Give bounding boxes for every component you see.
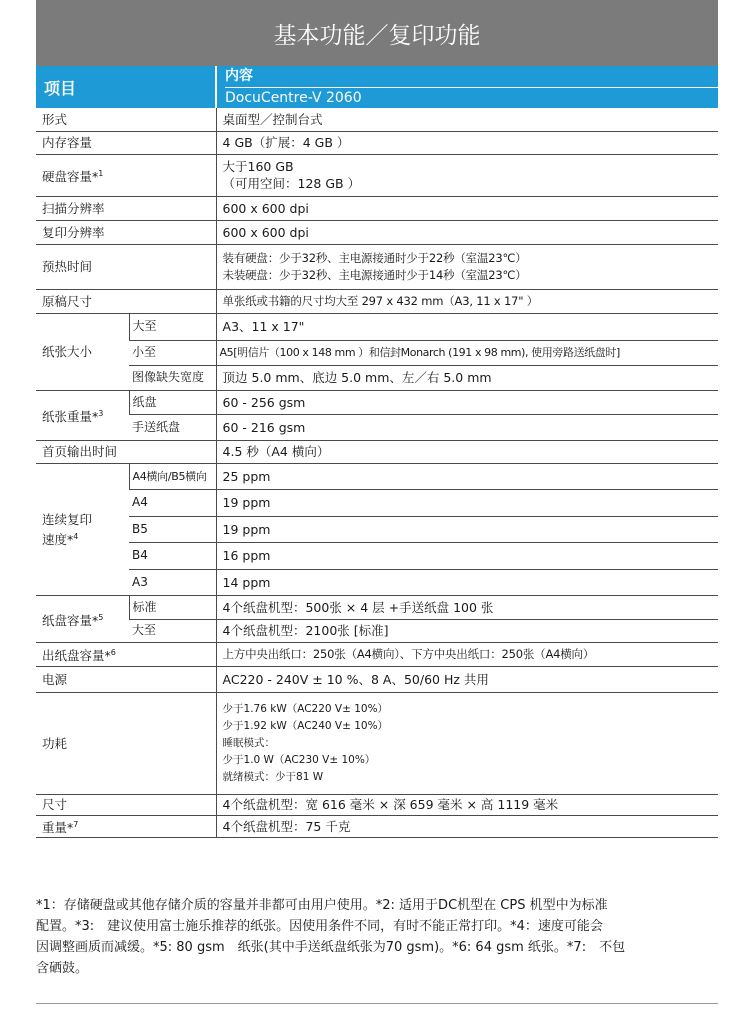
table-row: [36, 365, 718, 390]
row-label: 原稿尺寸: [36, 289, 216, 313]
page-banner: [36, 0, 718, 66]
header-model-name: DocuCentre-V 2060: [225, 87, 718, 108]
header-content-label: 内容: [225, 68, 253, 84]
table-row: [36, 440, 718, 463]
row-label: [36, 595, 129, 642]
bottom-divider: [36, 1003, 718, 1004]
row-value: [216, 244, 718, 289]
row-value: 25 ppm: [216, 463, 718, 489]
row-value: 4个纸盘机型：2100张 [标准]: [216, 619, 718, 642]
footnote-line: *1：存储硬盘或其他存储介质的容量并非都可由用户使用。*2: 适用于DC机型在 CPS 机型中为标准: [36, 898, 608, 913]
footnote-mark: 3: [98, 409, 104, 418]
row-label: 尺寸: [36, 794, 216, 815]
row-label-text: 纸盘容量*: [42, 612, 99, 628]
row-value: 19 ppm: [216, 516, 718, 542]
row-value: 16 ppm: [216, 542, 718, 569]
table-row: [36, 542, 718, 569]
row-sublabel: 标准: [129, 595, 216, 619]
row-value: AC220 - 240V ± 10 %、8 A、50/60 Hz 共用: [216, 666, 718, 692]
row-value: 4个纸盘机型：500张 × 4 层 +手送纸盘 100 张: [216, 595, 718, 619]
row-label: 预热时间: [36, 244, 216, 289]
row-value: A3、11 x 17": [216, 313, 718, 340]
row-label: 内存容量: [36, 131, 216, 154]
value-line: 睡眠模式：: [222, 736, 276, 749]
row-sublabel: A4横向/B5横向: [129, 463, 216, 489]
row-value: [216, 692, 718, 794]
row-value: [216, 154, 718, 196]
row-label: [36, 463, 129, 595]
footnote-line: 含硒鼓。: [36, 961, 89, 976]
row-label-text: 硬盘容量*: [42, 169, 99, 184]
row-value: 桌面型／控制台式: [216, 108, 718, 131]
footnote-mark: 4: [73, 531, 79, 541]
table-row: [36, 794, 718, 815]
table-row: [36, 815, 718, 837]
row-label-text: [42, 528, 123, 548]
footnote-mark: 7: [73, 820, 79, 829]
table-row: [36, 220, 718, 244]
row-value: A5[明信片（100 x 148 mm ）和信封Monarch (191 x 98 mm), 使用旁路送纸盘时]: [216, 340, 718, 365]
value-line: 就绪模式：少于81 W: [222, 770, 324, 783]
value-line: 未装硬盘：少于32秒、主电源接通时少于14秒（室温23℃）: [222, 267, 527, 282]
footnote-line: 配置。*3: 建议使用富士施乐推荐的纸张。因使用条件不同，有时不能正常打印。*4：速度可能会: [36, 919, 603, 934]
row-value: 60 - 256 gsm: [216, 390, 718, 414]
row-sublabel: 大至: [129, 313, 216, 340]
footnote-mark: 5: [98, 612, 104, 622]
row-sublabel: B4: [129, 542, 216, 569]
value-line: （可用空间：128 GB ）: [222, 176, 361, 191]
row-sublabel: A4: [129, 489, 216, 516]
table-row: [36, 196, 718, 220]
row-sublabel: 纸盘: [129, 390, 216, 414]
header-content-column: [217, 66, 718, 108]
table-row: [36, 313, 718, 340]
header-item-label: 项目: [44, 78, 77, 98]
footnotes: [36, 895, 718, 979]
row-value: 19 ppm: [216, 489, 718, 516]
row-value: 4 GB（扩展：4 GB ）: [216, 131, 718, 154]
row-sublabel: 小至: [129, 340, 216, 365]
value-line: 少于1.0 W（AC230 V± 10%）: [222, 753, 376, 766]
row-label: 扫描分辨率: [36, 196, 216, 220]
row-value: 14 ppm: [216, 569, 718, 595]
table-row: [36, 619, 718, 642]
value-line: 大于160 GB: [222, 159, 294, 174]
table-row: [36, 414, 718, 440]
table-row: [36, 340, 718, 365]
table-row: [36, 666, 718, 692]
row-value: 60 - 216 gsm: [216, 414, 718, 440]
row-value: 4.5 秒（A4 横向）: [216, 440, 718, 463]
table-row: [36, 244, 718, 289]
row-value: 顶边 5.0 mm、底边 5.0 mm、左／右 5.0 mm: [216, 365, 718, 390]
table-row: [36, 516, 718, 542]
row-label-text: 重量*: [42, 820, 74, 835]
row-label-text: 连续复印: [42, 511, 93, 527]
row-label-part: 速度*: [42, 531, 74, 547]
table-row: [36, 108, 718, 131]
row-sublabel: 图像缺失宽度: [129, 365, 216, 390]
row-label: [36, 390, 129, 440]
table-row: [36, 289, 718, 313]
footnote-mark: 1: [98, 169, 104, 178]
row-label: 电源: [36, 666, 216, 692]
table-row: [36, 692, 718, 794]
table-row: [36, 154, 718, 196]
footnote-mark: 6: [110, 648, 116, 657]
value-line: 少于1.92 kW（AC240 V± 10%）: [222, 719, 389, 732]
row-label: [36, 154, 216, 196]
row-label-text: 纸张重量*: [42, 409, 99, 424]
footnote-line: 因调整画质而减缓。*5: 80 gsm 纸张(其中手送纸盘纸张为70 gsm)。*6: 64 gsm 纸张。*7: 不包: [36, 940, 626, 955]
table-row: [36, 463, 718, 489]
row-value: 4个纸盘机型：75 千克: [216, 815, 718, 837]
header-item-column: [36, 66, 216, 108]
table-row: [36, 595, 718, 619]
row-value: 上方中央出纸口：250张（A4横向）、下方中央出纸口：250张（A4横向）: [216, 642, 718, 666]
row-label: 纸张大小: [36, 313, 129, 390]
table-row: [36, 642, 718, 666]
row-label: 形式: [36, 108, 216, 131]
value-line: 少于1.76 kW（AC220 V± 10%）: [222, 702, 389, 715]
row-label-text: 出纸盘容量*: [42, 648, 111, 663]
row-label: 复印分辨率: [36, 220, 216, 244]
row-value: 单张纸或书籍的尺寸均大至 297 x 432 mm（A3, 11 x 17" ）: [216, 289, 718, 313]
banner-title: 基本功能／复印功能: [273, 22, 481, 49]
spec-table: [36, 108, 718, 838]
value-line: 装有硬盘：少于32秒、主电源接通时少于22秒（室温23℃）: [222, 250, 527, 265]
table-row: [36, 489, 718, 516]
row-sublabel: B5: [129, 516, 216, 542]
row-label: 首页输出时间: [36, 440, 216, 463]
row-value: 4个纸盘机型：宽 616 毫米 × 深 659 毫米 × 高 1119 毫米: [216, 794, 718, 815]
table-row: [36, 569, 718, 595]
row-label: [36, 642, 216, 666]
row-value: 600 x 600 dpi: [216, 196, 718, 220]
row-sublabel: A3: [129, 569, 216, 595]
row-label: 功耗: [36, 692, 216, 794]
row-label: [36, 815, 216, 837]
row-value: 600 x 600 dpi: [216, 220, 718, 244]
row-sublabel: 大至: [129, 619, 216, 642]
row-sublabel: 手送纸盘: [129, 414, 216, 440]
table-row: [36, 131, 718, 154]
table-row: [36, 390, 718, 414]
